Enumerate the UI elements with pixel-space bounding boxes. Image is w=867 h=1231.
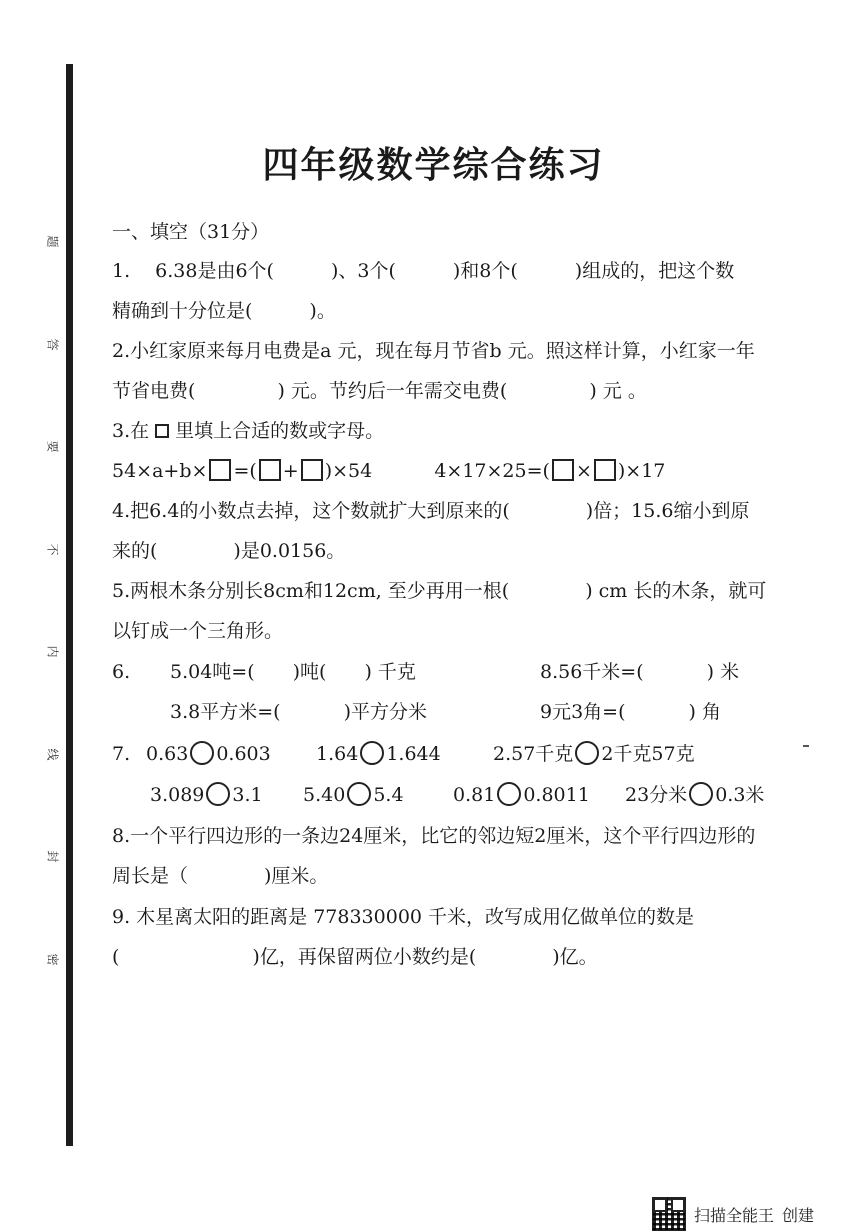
compare-right: 5.4 <box>373 784 404 806</box>
compare-left: 23分米 <box>625 784 688 806</box>
compare-left: 5.40 <box>303 784 346 806</box>
question-9-line-2: ( )亿，再保留两位小数约是( )亿。 <box>112 946 598 968</box>
question-2-line-2: 节省电费( ) 元。节约后一年需交电费( ) 元 。 <box>112 380 647 402</box>
q3-suffix: 里填上合适的数或字母。 <box>175 420 385 442</box>
q3-expr-part: + <box>282 460 299 482</box>
question-6-line-2 <box>112 698 721 726</box>
question-7-line-1 <box>112 740 695 768</box>
compare-left: 0.63 <box>146 743 189 765</box>
q3-expr-part: =( <box>233 460 257 482</box>
q3-expr-part: 4×17×25=( <box>434 460 550 482</box>
scanner-watermark <box>652 1197 814 1231</box>
question-8-line-2: 周长是（ )厘米。 <box>112 865 329 887</box>
seal-char: 内 <box>45 645 60 658</box>
compare-circle[interactable] <box>689 782 713 806</box>
scan-mark <box>803 745 809 747</box>
binding-margin-line <box>66 64 73 1146</box>
q3-expr-part: 54×a+b× <box>112 460 208 482</box>
compare-left: 0.81 <box>453 784 496 806</box>
seal-char: 答 <box>45 338 60 351</box>
compare-circle[interactable] <box>347 782 371 806</box>
answer-box[interactable] <box>594 459 616 481</box>
question-3-line-2 <box>112 457 665 485</box>
question-5-line-2: 以钉成一个三角形。 <box>112 620 284 642</box>
q3-prefix: 3.在 <box>112 420 150 442</box>
compare-right: 1.644 <box>386 743 441 765</box>
seal-char: 线 <box>45 748 60 761</box>
compare-left: 3.089 <box>150 784 205 806</box>
compare-right: 0.8011 <box>523 784 590 806</box>
question-7-line-2 <box>112 781 764 809</box>
answer-box[interactable] <box>552 459 574 481</box>
compare-circle[interactable] <box>497 782 521 806</box>
q3-expr-part: × <box>575 460 592 482</box>
compare-left: 2.57千克 <box>493 743 574 765</box>
scanner-action: 创建 <box>782 1207 815 1225</box>
question-5-line-1: 5.两根木条分别长8cm和12cm, 至少再用一根( ) cm 长的木条，就可 <box>112 580 767 602</box>
q3-expr-part: )×17 <box>617 460 666 482</box>
q3-expr-part: )×54 <box>324 460 373 482</box>
compare-right: 0.3米 <box>715 784 765 806</box>
answer-box[interactable] <box>301 459 323 481</box>
question-4-line-1: 4.把6.4的小数点去掉，这个数就扩大到原来的( )倍；15.6缩小到原 <box>112 500 750 522</box>
compare-right: 0.603 <box>216 743 271 765</box>
answer-box-icon <box>155 424 169 438</box>
compare-right: 2千克57克 <box>601 743 695 765</box>
compare-circle[interactable] <box>206 782 230 806</box>
seal-char: 要 <box>45 440 60 453</box>
question-1-line-1: 1. 6.38是由6个( )、3个( )和8个( )组成的，把这个数 <box>112 260 735 282</box>
scanner-app-name: 扫描全能王 <box>694 1207 775 1225</box>
question-3-line-1 <box>112 417 384 445</box>
question-8-line-1: 8.一个平行四边形的一条边24厘米，比它的邻边短2厘米，这个平行四边形的 <box>112 825 756 847</box>
question-9-line-1: 9. 木星离太阳的距离是 778330000 千米，改写成用亿做单位的数是 <box>112 906 695 928</box>
question-6-line-1 <box>112 658 739 686</box>
seal-char: 封 <box>45 850 60 863</box>
section-heading: 一、填空（31分） <box>112 221 270 243</box>
answer-box[interactable] <box>259 459 281 481</box>
seal-char: 题 <box>45 235 60 248</box>
answer-box[interactable] <box>209 459 231 481</box>
compare-right: 3.1 <box>232 784 263 806</box>
compare-circle[interactable] <box>360 741 384 765</box>
q6-item: 5.04吨=( )吨( ) 千克 <box>170 661 416 683</box>
q6-number: 6. <box>112 661 131 683</box>
compare-left: 1.64 <box>316 743 359 765</box>
seal-char: 密 <box>45 953 60 966</box>
page-title: 四年级数学综合练习 <box>262 144 605 186</box>
question-1-line-2: 精确到十分位是( )。 <box>112 300 336 322</box>
q6-item: 8.56千米=( ) 米 <box>540 661 740 683</box>
q6-item: 9元3角=( ) 角 <box>540 701 722 723</box>
question-2-line-1: 2.小红家原来每月电费是a 元，现在每月节省b 元。照这样计算，小红家一年 <box>112 340 755 362</box>
q7-number: 7. <box>112 743 131 765</box>
compare-circle[interactable] <box>190 741 214 765</box>
question-4-line-2: 来的( )是0.0156。 <box>112 540 346 562</box>
compare-circle[interactable] <box>575 741 599 765</box>
seal-char: 不 <box>45 543 60 556</box>
qr-code-icon <box>652 1197 686 1231</box>
q6-item: 3.8平方米=( )平方分米 <box>170 701 428 723</box>
